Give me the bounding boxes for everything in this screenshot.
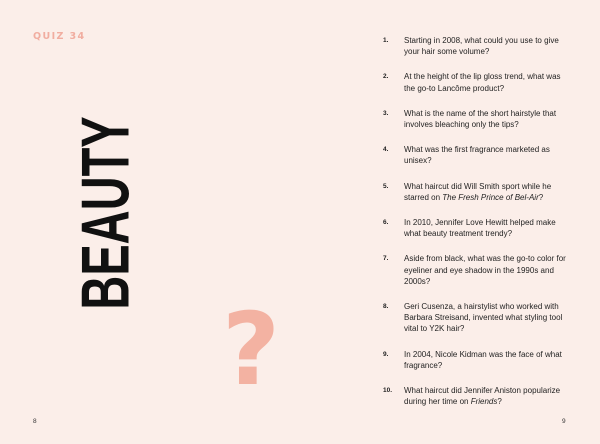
question-text [404,385,573,407]
question-text [404,144,573,166]
question-number: 7. [383,255,389,263]
question-text [404,35,573,57]
question-number: 9. [383,350,389,358]
question-text-part: ? [497,397,502,407]
question-number: 4. [383,146,389,154]
question-text-part: At the height of the lip gloss trend, what was the go-to Lancôme product? [404,72,561,93]
question-text-part: Starting in 2008, what could you use to give your hair some volume? [404,36,559,57]
question-number: 5. [383,182,389,190]
page-title [65,116,143,310]
question-number: 10. [383,387,393,395]
question-item [383,35,573,57]
question-title-italic: Friends [470,397,498,407]
question-item [383,144,573,166]
question-text [404,217,573,239]
question-list [383,35,573,407]
question-text-part: Geri Cusenza, a hairstylist who worked with Barbara Streisand, invented what styling tool vital to Y2K hair? [404,302,563,334]
question-item [383,217,573,239]
question-item [383,349,573,371]
question-text [404,181,573,203]
question-number: 2. [383,73,389,81]
question-text [404,301,573,335]
question-text-part: Aside from black, what was the go-to color for eyeliner and eye shadow in the 1990s and 2000s? [404,254,566,286]
question-item [383,301,573,335]
question-text-part: In 2004, Nicole Kidman was the face of what fragrance? [404,349,562,370]
question-item [383,181,573,203]
question-item [383,253,573,287]
question-mark-graphic: ? [222,291,281,408]
question-number: 3. [383,109,389,117]
quiz-label: QUIZ 34 [33,31,86,42]
page-number-right: 9 [562,418,566,425]
question-text-part: What is the name of the short hairstyle that involves bleaching only the tips? [404,108,557,130]
question-number: 6. [383,219,389,227]
question-text [404,349,573,371]
page-title-text: BEAUTY [65,116,143,310]
question-text-part: ? [538,192,544,202]
question-text [404,108,573,130]
question-text [404,71,573,93]
question-text-part: What was the first fragrance marketed as unisex? [404,145,550,166]
question-item [383,108,573,130]
question-text [404,253,573,287]
question-number: 8. [383,303,389,311]
page-number-left: 8 [33,418,37,425]
question-text-part: What haircut did Jennifer Aniston popularize during her time on [404,386,561,407]
question-text-part: What haircut did Will Smith sport while he starred on [404,181,552,202]
question-item [383,385,573,407]
question-text-part: In 2010, Jennifer Love Hewitt helped make what beauty treatment trendy? [404,218,556,239]
question-number: 1. [383,37,389,44]
question-item [383,71,573,93]
question-title-italic: The Fresh Prince of Bel-Air [442,192,539,202]
